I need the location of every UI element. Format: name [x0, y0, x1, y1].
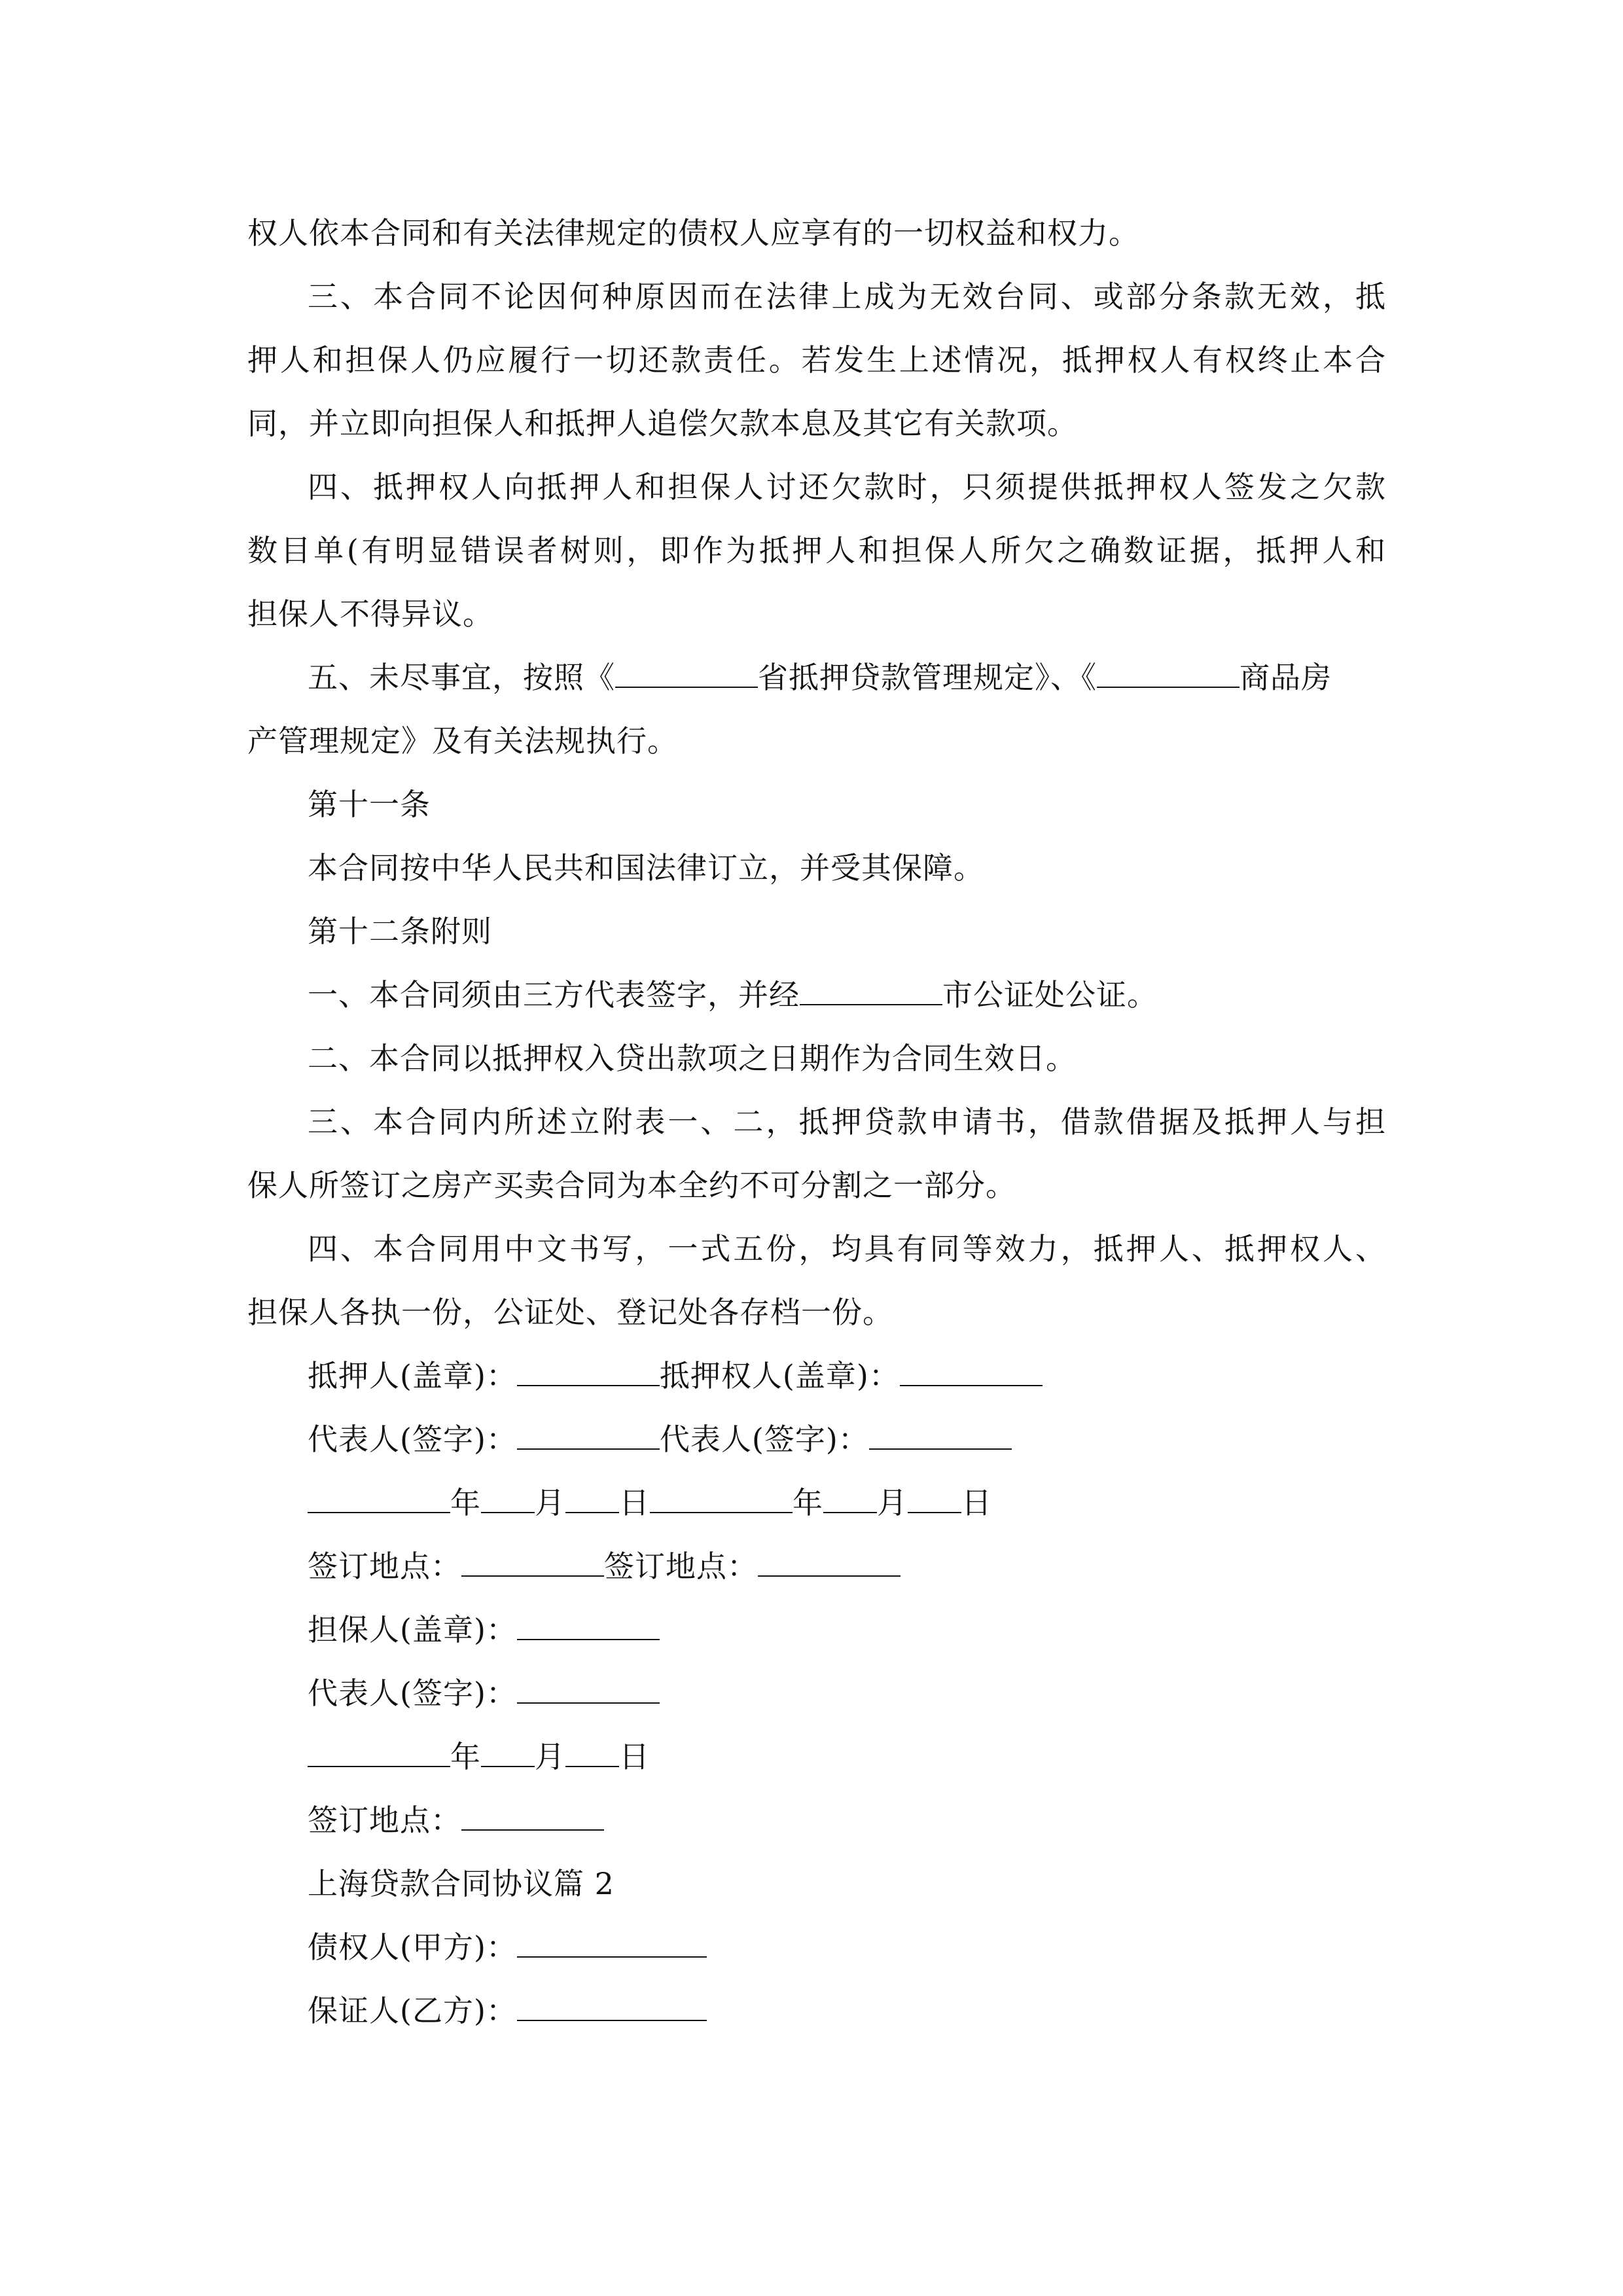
- creditor-line: [247, 1916, 1386, 1979]
- guarantor-seal-label: 担保人(盖章)：: [308, 1612, 517, 1647]
- article-heading: 第十一条: [308, 787, 431, 822]
- clause-five-middle: 省抵押贷款管理规定》、《: [758, 660, 1097, 695]
- month-label: 月: [535, 1739, 565, 1774]
- place-label: 签订地点：: [308, 1549, 461, 1584]
- paragraph-line: 产管理规定》及有关法规执行。: [247, 723, 678, 759]
- paragraph-line: 担保人不得异议。: [247, 596, 493, 632]
- signature-seal-line: [247, 1344, 1386, 1408]
- guarantor-rep-line: [247, 1662, 1386, 1725]
- day-blank[interactable]: [565, 1488, 619, 1513]
- city-blank[interactable]: [1097, 663, 1240, 688]
- article-heading: 第十二条附则: [308, 914, 492, 949]
- creditor-blank[interactable]: [517, 1933, 707, 1958]
- day-label: 日: [619, 1485, 650, 1520]
- signature-date-line: [247, 1471, 1386, 1535]
- clause-notary-suffix: 市公证处公证。: [942, 977, 1158, 1013]
- paragraph-line: 四、抵押权人向抵押人和担保人讨还欠款时，只须提供抵押权人签发之欠款: [308, 469, 1386, 505]
- mortgagee-seal-blank[interactable]: [900, 1361, 1043, 1386]
- year-label: 年: [450, 1739, 481, 1774]
- place-blank[interactable]: [758, 1552, 901, 1577]
- year-label: 年: [793, 1485, 823, 1520]
- paragraph-line: 本合同按中华人民共和国法律订立，并受其保障。: [308, 850, 984, 886]
- guarantor-party-label: 保证人(乙方)：: [308, 1993, 517, 2028]
- guarantor-date-line: [247, 1725, 1386, 1789]
- paragraph-line: 权人依本合同和有关法律规定的债权人应享有的一切权益和权力。: [247, 215, 1139, 251]
- paragraph-line: 数目单(有明显错误者树则，即作为抵押人和担保人所欠之确数证据，抵押人和: [247, 533, 1386, 568]
- rep-sign-blank[interactable]: [517, 1679, 660, 1704]
- paragraph-line: 押人和担保人仍应履行一切还款责任。若发生上述情况，抵押权人有权终止本合: [247, 342, 1386, 378]
- creditor-label: 债权人(甲方)：: [308, 1929, 517, 1965]
- month-blank[interactable]: [823, 1488, 877, 1513]
- signature-rep-line: [247, 1408, 1386, 1471]
- section-title: 上海贷款合同协议篇 2: [308, 1866, 615, 1901]
- month-blank[interactable]: [481, 1488, 535, 1513]
- place-label: 签订地点：: [308, 1803, 461, 1838]
- place-blank[interactable]: [461, 1552, 604, 1577]
- paragraph-line: 担保人各执一份，公证处、登记处各存档一份。: [247, 1295, 893, 1330]
- mortgagor-seal-blank[interactable]: [517, 1361, 660, 1386]
- clause-five-prefix: 五、未尽事宜，按照《: [308, 660, 615, 695]
- guarantor-place-line: [247, 1789, 1386, 1852]
- month-label: 月: [877, 1485, 908, 1520]
- rep-sign-blank[interactable]: [517, 1425, 660, 1450]
- guarantor-party-blank[interactable]: [517, 1996, 707, 2021]
- year-blank[interactable]: [308, 1742, 450, 1767]
- notary-city-blank[interactable]: [800, 980, 942, 1005]
- month-label: 月: [535, 1485, 565, 1520]
- year-label: 年: [450, 1485, 481, 1520]
- rep-sign-blank[interactable]: [869, 1425, 1012, 1450]
- paragraph-line: 二、本合同以抵押权入贷出款项之日期作为合同生效日。: [308, 1041, 1077, 1076]
- day-label: 日: [619, 1739, 650, 1774]
- rep-sign-label: 代表人(签字)：: [308, 1422, 517, 1457]
- province-blank[interactable]: [615, 663, 758, 688]
- day-blank[interactable]: [908, 1488, 961, 1513]
- clause-notary-line: [247, 963, 1386, 1027]
- document-body: [247, 202, 1386, 2043]
- clause-five-line: [247, 646, 1386, 709]
- paragraph-line: 保人所签订之房产买卖合同为本全约不可分割之一部分。: [247, 1168, 1016, 1203]
- day-label: 日: [961, 1485, 992, 1520]
- paragraph-line: 同，并立即向担保人和抵押人追偿欠款本息及其它有关款项。: [247, 406, 1078, 441]
- day-blank[interactable]: [565, 1742, 619, 1767]
- rep-sign-label: 代表人(签字)：: [308, 1676, 517, 1711]
- paragraph-line: 三、本合同不论因何种原因而在法律上成为无效台同、或部分条款无效，抵: [308, 279, 1386, 314]
- month-blank[interactable]: [481, 1742, 535, 1767]
- year-blank[interactable]: [308, 1488, 450, 1513]
- place-label: 签订地点：: [604, 1549, 758, 1584]
- paragraph-line: 三、本合同内所述立附表一、二，抵押贷款申请书，借款借据及抵押人与担: [308, 1104, 1386, 1139]
- guarantor-seal-blank[interactable]: [517, 1615, 660, 1640]
- mortgagor-seal-label: 抵押人(盖章)：: [308, 1358, 517, 1393]
- mortgagee-seal-label: 抵押权人(盖章)：: [659, 1358, 900, 1393]
- guarantor-party-line: [247, 1979, 1386, 2043]
- clause-notary-prefix: 一、本合同须由三方代表签字，并经: [308, 977, 800, 1013]
- place-blank[interactable]: [461, 1806, 604, 1831]
- year-blank[interactable]: [650, 1488, 793, 1513]
- rep-sign-label: 代表人(签字)：: [659, 1422, 869, 1457]
- signature-place-line: [247, 1535, 1386, 1598]
- paragraph-line: 四、本合同用中文书写，一式五份，均具有同等效力，抵押人、抵押权人、: [308, 1231, 1386, 1266]
- guarantor-seal-line: [247, 1598, 1386, 1662]
- clause-five-suffix: 商品房: [1240, 660, 1332, 695]
